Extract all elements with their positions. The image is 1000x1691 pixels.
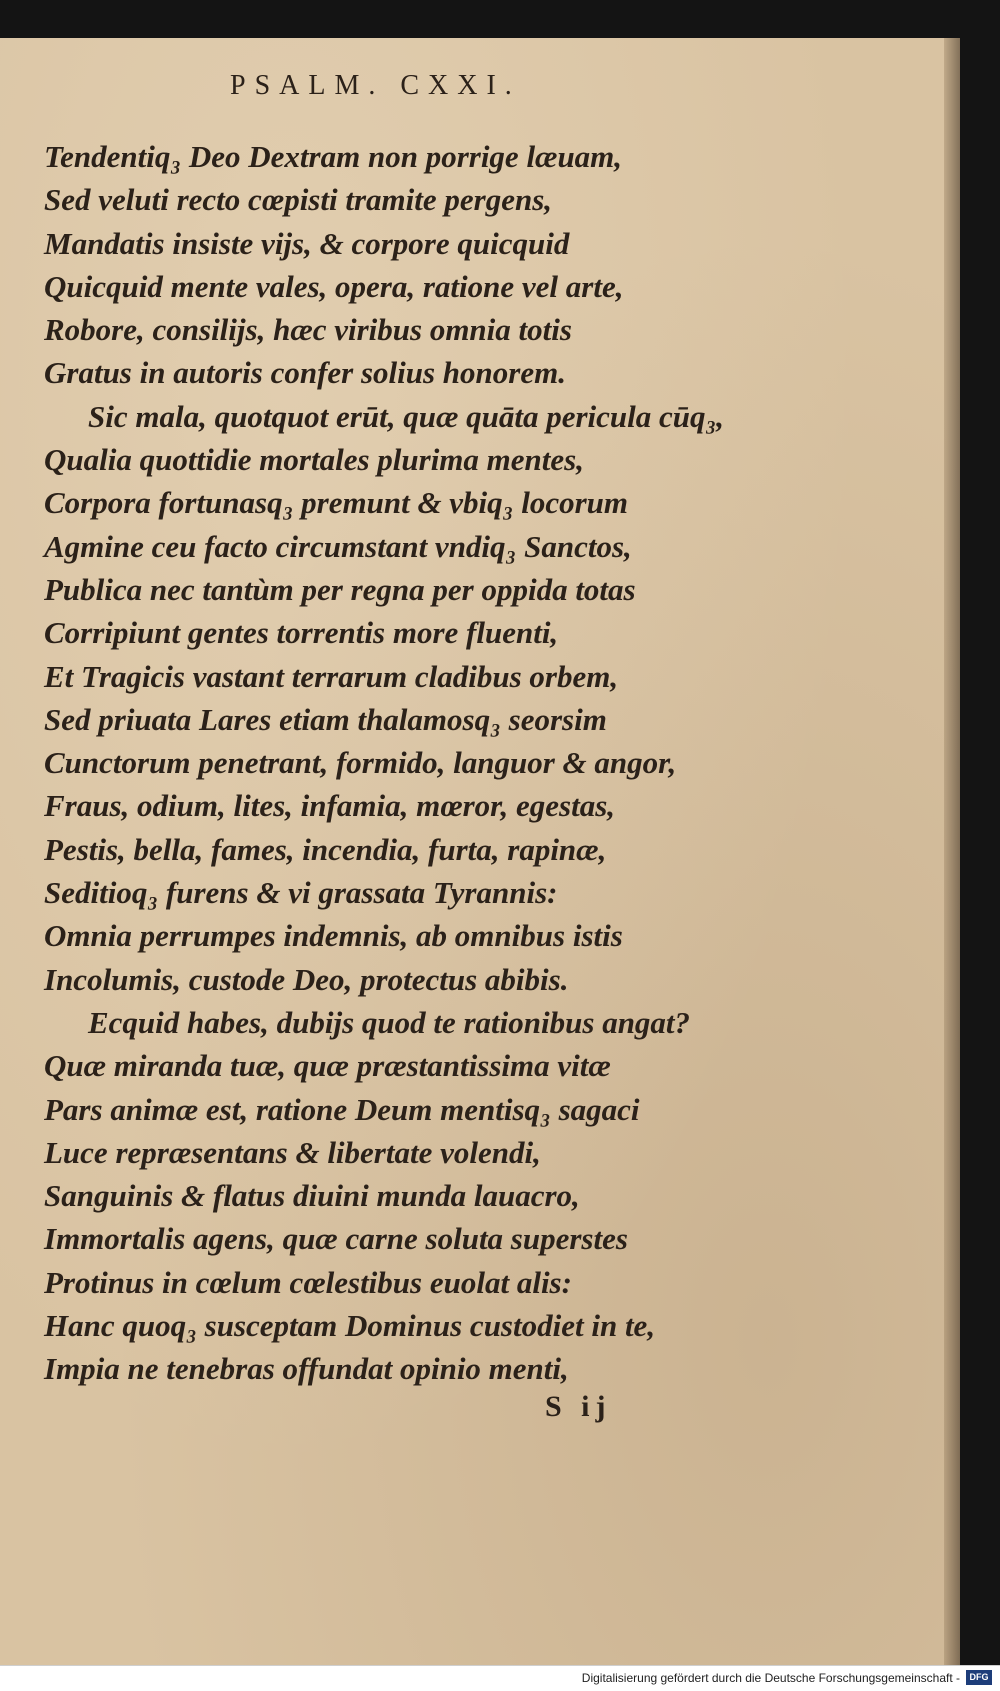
- verse-line: Fraus, odium, lites, infamia, mœror, egestas,: [44, 788, 616, 824]
- verse-line: Protinus in cœlum cœlestibus euolat alis:: [44, 1264, 572, 1300]
- verse-line: Hanc quoq₃ susceptam Dominus custodiet in te,: [44, 1308, 656, 1344]
- verse-line: Sanguinis & flatus diuini munda lauacro,: [44, 1178, 580, 1214]
- funding-credit: Digitalisierung gefördert durch die Deutsche Forschungsgemeinschaft -: [581, 1671, 960, 1685]
- verse-line: Sic mala, quotquot erūt, quæ quāta pericula cūq₃,: [88, 398, 725, 434]
- verse-line: Agmine ceu facto circumstant vndiq₃ Sanctos,: [44, 528, 632, 564]
- running-title: PSALM. CXXI.: [230, 70, 521, 101]
- verse-line: Sed priuata Lares etiam thalamosq₃ seorsim: [44, 701, 607, 737]
- verse-line: Quæ miranda tuæ, quæ præstantissima vitæ: [44, 1048, 611, 1084]
- verse-line: Publica nec tantùm per regna per oppida totas: [44, 571, 636, 607]
- verse-line: Seditioq₃ furens & vi grassata Tyrannis:: [44, 875, 558, 911]
- verse-line: Et Tragicis vastant terrarum cladibus orbem,: [44, 658, 619, 694]
- poem-text-block: [44, 135, 924, 1391]
- verse-line: Cunctorum penetrant, formido, languor & angor,: [44, 745, 677, 781]
- signature-mark: S ij: [545, 1390, 612, 1423]
- verse-line: Omnia perrumpes indemnis, ab omnibus istis: [44, 918, 623, 954]
- verse-line: Mandatis insiste vijs, & corpore quicquid: [44, 225, 570, 261]
- verse-line: Luce repræsentans & libertate volendi,: [44, 1134, 541, 1170]
- page-edge-shadow: [944, 38, 960, 1666]
- verse-line: Robore, consilijs, hæc viribus omnia totis: [44, 312, 572, 348]
- verse-line: Corripiunt gentes torrentis more fluenti,: [44, 615, 559, 651]
- verse-line: Immortalis agens, quæ carne soluta superstes: [44, 1221, 628, 1257]
- verse-line: Quicquid mente vales, opera, ratione vel arte,: [44, 268, 624, 304]
- verse-line: Ecquid habes, dubijs quod te rationibus angat?: [88, 1004, 691, 1040]
- footer-bar: [0, 1665, 1000, 1691]
- verse-line: Sed veluti recto cœpisti tramite pergens,: [44, 182, 553, 218]
- verse-line: Gratus in autoris confer solius honorem.: [44, 355, 566, 391]
- verse-line: Impia ne tenebras offundat opinio menti,: [44, 1351, 569, 1387]
- verse-line: Pars animæ est, ratione Deum mentisq₃ sagaci: [44, 1091, 640, 1127]
- verse-line: Corpora fortunasq₃ premunt & vbiq₃ locorum: [44, 485, 629, 521]
- verse-line: Incolumis, custode Deo, protectus abibis.: [44, 961, 569, 997]
- verse-line: Pestis, bella, fames, incendia, furta, rapinæ,: [44, 831, 607, 867]
- verse-line: Qualia quottidie mortales plurima mentes,: [44, 442, 584, 478]
- verse-line: Tendentiq₃ Deo Dextram non porrige læuam,: [44, 139, 623, 174]
- dfg-logo: DFG: [966, 1670, 992, 1685]
